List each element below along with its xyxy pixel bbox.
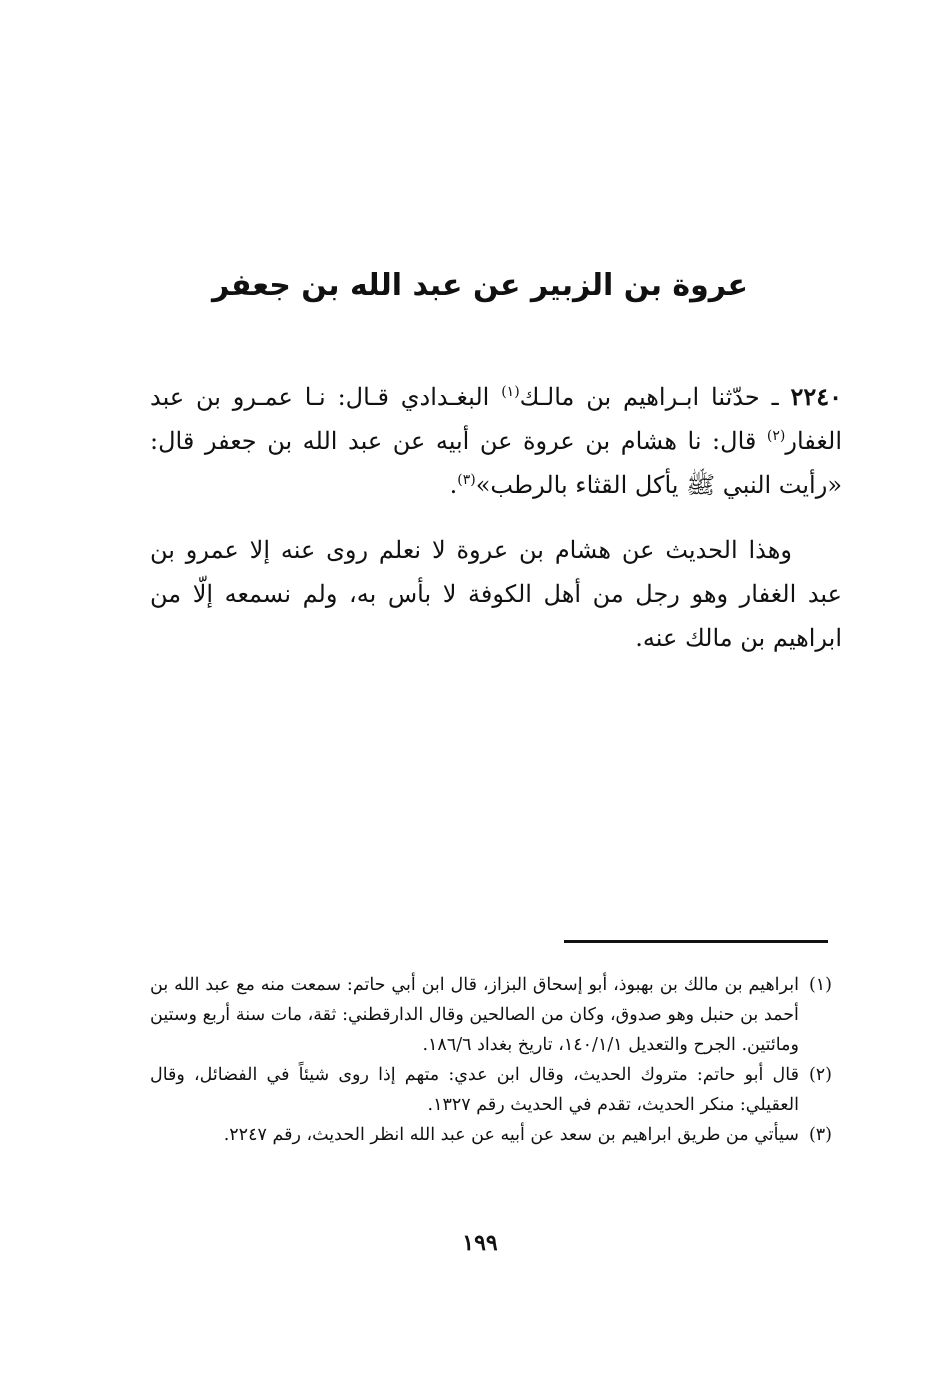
footnote-text: ابراهيم بن مالك بن بهبوذ، أبو إسحاق البزاز، قال ابن أبي حاتم: سمعت منه مع عبد الله بن أحمد بن حنبل وهو صدوق، وكان من الصالحين وقال الدارقطني: ثقة، مات سنة أربع وستين ومائتين. الجرح والتعديل ١٤٠/١/١، تاريخ بغداد ١٨٦/٦. [150,975,799,1055]
footnote-separator [564,940,828,943]
footnote-marker: (٣) [808,1125,832,1145]
hadith-text [150,375,842,507]
footnotes [150,970,832,1150]
footnote-marker: (٢) [808,1065,832,1085]
page-number: ١٩٩ [462,1230,498,1256]
footnote-3 [150,1120,832,1150]
hadith-number: ٢٢٤٠ [790,382,843,411]
footnote-ref-3: (٣) [457,472,476,488]
footnote-2 [150,1060,832,1120]
hadith-part-3: قال: نا هشام بن عروة عن أبيه عن عبد الله بن جعفر قال: «رأيت النبي ﷺ يأكل القثاء بالرطب» [150,427,842,499]
hadith-part-1: حدّثنا ابـراهيم بن مالـك [519,383,760,411]
footnote-ref-2: (٢) [766,428,786,444]
footnote-1 [150,970,832,1060]
footnote-marker: (١) [808,975,832,995]
commentary-paragraph: وهذا الحديث عن هشام بن عروة لا نعلم روى عنه إلا عمرو بن عبد الغفار وهو رجل من أهل الكوفة لا بأس به، ولم نسمعه إلّا من ابراهيم بن مالك عنه. [150,536,842,652]
footnote-ref-1: (١) [501,384,520,400]
chapter-heading: عروة بن الزبير عن عبد الله بن جعفر [212,268,748,303]
footnote-text: سيأتي من طريق ابراهيم بن سعد عن أبيه عن عبد الله انظر الحديث، رقم ٢٢٤٧. [223,1125,799,1145]
footnote-text: قال أبو حاتم: متروك الحديث، وقال ابن عدي: متهم إذا روى شيئاً في الفضائل، وقال العقيلي: منكر الحديث، تقدم في الحديث رقم ١٣٢٧. [150,1065,799,1115]
hadith-dash: ـ [759,383,791,411]
hadith-end: . [449,471,458,499]
hadith-part-2: البغـدادي قـال: نـا عمـرو بن عبد الغفار [150,383,842,455]
